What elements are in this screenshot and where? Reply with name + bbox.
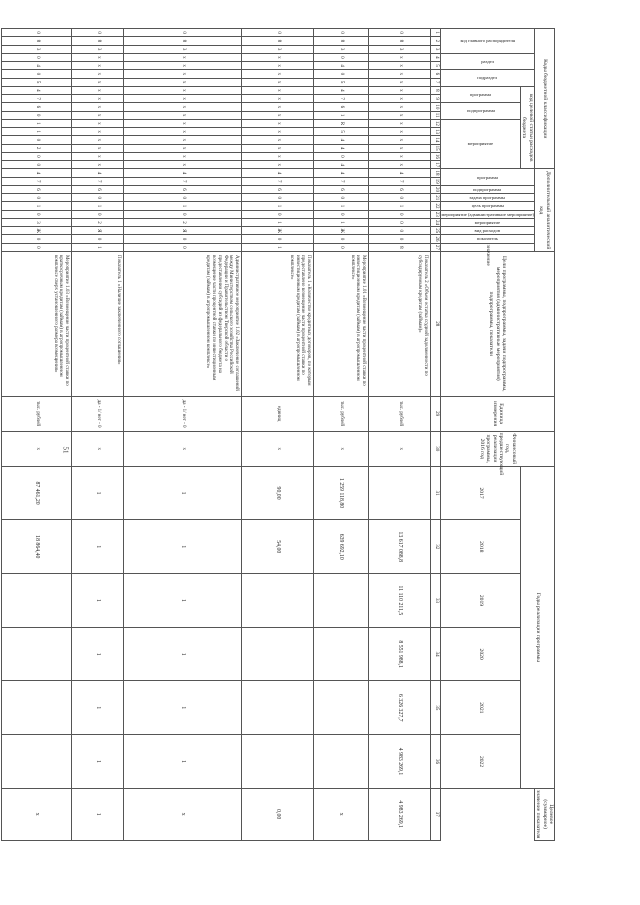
code-cell: х [242,86,314,94]
code-cell: 6 [2,185,72,193]
code-cell: 0 [314,210,369,218]
row-fin-year: х [242,431,314,466]
column-index: 28 [431,252,441,397]
year-value-2021 [314,681,369,735]
row-description: Показатель 1 «Наличие заключенного соглашения» [72,252,124,397]
code-cell: 7 [2,95,72,103]
column-index: 32 [431,520,441,574]
column-index: 33 [431,574,441,628]
year-value-2019 [314,574,369,628]
indicator-header: показатель [476,236,499,242]
code-cell: 0 [72,235,124,243]
code-cell: 4 [314,62,369,70]
code-cell: 1 [314,202,369,210]
column-index: 29 [431,396,441,431]
page-number: 51 [61,446,70,454]
code-cell: х [124,136,242,144]
code-cell: х [124,128,242,136]
code-cell: 0 [314,70,369,78]
row-fin-year: х [72,431,124,466]
code-cell: Я [72,227,124,235]
year-value-2018: 13 617 088,8 [369,520,431,574]
code-cell: х [124,86,242,94]
code-cell: 0 [2,243,72,251]
code-cell: 4 [2,86,72,94]
code-cell: 7 [314,95,369,103]
code-cell: 0 [369,194,431,202]
code-cell: 3 [124,45,242,53]
target-value: х [2,788,72,840]
code-cell: х [242,62,314,70]
column-index-row [431,29,441,878]
code-cell: 1 [369,202,431,210]
row-fin-year: х [124,431,242,466]
year-value-2019: 1 [72,574,124,628]
target-article-header: код целевой статьи расходов бюджета [520,86,534,169]
extra-subprogram-header: подпрограмма [473,186,502,192]
year-2019-header: 2019 [441,574,521,628]
subsection-header: подраздел [477,75,498,81]
code-cell: 6 [314,185,369,193]
code-cell: х [124,152,242,160]
code-cell: х [124,70,242,78]
code-cell: х [72,70,124,78]
column-index: 9 [431,95,441,103]
target-subprogram-header: подпрограмма [466,108,495,114]
code-cell: 0 [72,29,124,37]
year-2020-header: 2020 [441,627,521,681]
year-2017-header: 2017 [441,466,521,520]
table-row [314,29,369,878]
extra-task-header: задача программы [469,195,506,201]
code-cell: х [242,95,314,103]
row-fin-year: х [369,431,431,466]
code-cell: х [72,86,124,94]
code-cell: 0 [2,29,72,37]
code-cell: х [369,95,431,103]
code-cell: Ж [314,227,369,235]
code-cell: х [72,95,124,103]
code-cell: 2 [124,218,242,226]
code-cell: 0 [314,152,369,160]
code-cell: 0 [242,235,314,243]
code-cell: Ж [2,227,72,235]
code-cell: х [124,53,242,61]
target-value: 0,00 [242,788,314,840]
code-cell: х [242,53,314,61]
code-cell: 4 [369,169,431,177]
code-cell: 5 [314,128,369,136]
code-cell: 6 [314,103,369,111]
code-cell: х [124,144,242,152]
year-value-2021 [242,681,314,735]
column-index: 15 [431,144,441,152]
section-header: раздел [481,58,494,64]
code-cell: 1 [72,243,124,251]
code-cell: 3 [242,45,314,53]
row-fin-year: х [314,431,369,466]
code-cell: х [124,62,242,70]
code-cell: 4 [314,86,369,94]
code-cell: 3 [2,45,72,53]
table-row [72,29,124,878]
column-index: 37 [431,788,441,840]
code-cell: 0 [314,194,369,202]
column-index: 21 [431,194,441,202]
code-cell: 1 [314,218,369,226]
target-value: х [124,788,242,840]
code-cell: 6 [242,185,314,193]
year-value-2018: 1 [72,520,124,574]
code-cell: х [242,136,314,144]
table-row [124,29,242,878]
year-value-2020 [242,627,314,681]
code-cell: 0 [2,235,72,243]
code-cell: х [124,111,242,119]
code-cell: 0 [369,218,431,226]
column-index: 34 [431,627,441,681]
code-cell: х [72,119,124,127]
code-cell: 7 [2,177,72,185]
column-index: 23 [431,210,441,218]
code-cell: 4 [314,136,369,144]
year-value-2022 [314,735,369,789]
code-cell: 6 [72,185,124,193]
code-cell: х [242,119,314,127]
column-index: 11 [431,111,441,119]
code-cell: 0 [2,111,72,119]
column-index: 27 [431,243,441,251]
column-index: 3 [431,45,441,53]
code-cell: 1 [242,218,314,226]
code-cell: 1 [242,243,314,251]
year-2022-header: 2022 [441,735,521,789]
row-unit: тыс. рублей [314,396,369,431]
year-value-2021: 1 [124,681,242,735]
code-cell: 4 [314,161,369,169]
code-cell: х [369,128,431,136]
table-row [242,29,314,878]
row-unit: тыс. рублей [2,396,72,431]
year-value-2021 [2,681,72,735]
column-index: 24 [431,218,441,226]
code-cell: 1 [242,202,314,210]
code-cell: 4 [314,144,369,152]
code-cell: 1 [314,111,369,119]
column-index: 12 [431,119,441,127]
unit-header: Единица измерения [441,396,555,431]
year-value-2022: 4 983 269,1 [369,735,431,789]
year-value-2018: 639 692,10 [314,520,369,574]
target-value: 4 983 269,1 [369,788,431,840]
code-cell: х [369,53,431,61]
code-cell: х [242,70,314,78]
year-value-2019 [2,574,72,628]
code-cell: х [124,78,242,86]
code-cell: 0 [242,194,314,202]
year-value-2022 [2,735,72,789]
code-cell: х [124,103,242,111]
code-cell: 0 [369,210,431,218]
code-cell: 0 [369,227,431,235]
code-cell: 7 [72,177,124,185]
code-cell: 0 [2,53,72,61]
code-cell: 1 [124,202,242,210]
code-cell: 4 [72,169,124,177]
extra-program-header: программа [476,174,498,180]
year-value-2017: 1 [72,466,124,520]
code-cell: х [124,119,242,127]
column-index: 10 [431,103,441,111]
code-cell: 8 [369,37,431,45]
code-cell: 0 [2,161,72,169]
code-cell: 6 [369,185,431,193]
year-value-2019 [242,574,314,628]
code-cell: 7 [242,177,314,185]
column-index: 22 [431,202,441,210]
budget-codes-header: Коды бюджетной классификации [534,29,554,169]
year-value-2019: 11 110 211,5 [369,574,431,628]
code-cell: х [242,111,314,119]
code-cell: 0 [314,53,369,61]
column-index: 17 [431,161,441,169]
code-cell: 0 [72,194,124,202]
code-cell: 4 [2,62,72,70]
code-cell: 0 [242,29,314,37]
code-cell: 8 [2,37,72,45]
year-value-2022: 1 [124,735,242,789]
column-index: 8 [431,86,441,94]
year-2018-header: 2018 [441,520,521,574]
code-cell: х [369,62,431,70]
code-cell: 1 [72,202,124,210]
column-index: 18 [431,169,441,177]
code-cell: х [72,53,124,61]
code-cell: х [242,144,314,152]
column-index: 6 [431,70,441,78]
row-description: Административное мероприятие 1.02 «Заключение соглашений между Министерством сельского хозяйства Российской Федерации и Правительством Тверской области о предоставлении субсидий из федерального бюджета на возмещение части процентной ставки по инвестиционным кредитам (займам) в агропромышленном комплексе» [124,252,242,397]
column-index: 36 [431,735,441,789]
code-cell: 4 [314,169,369,177]
year-value-2018: 54,00 [242,520,314,574]
code-cell: х [369,152,431,160]
year-value-2022: 1 [72,735,124,789]
year-value-2022 [242,735,314,789]
code-cell: 0 [2,152,72,160]
year-value-2018: 18 864,40 [2,520,72,574]
table-row [369,29,431,878]
code-cell: 0 [314,29,369,37]
code-cell: х [72,62,124,70]
code-cell: 0 [314,243,369,251]
code-cell: х [72,78,124,86]
code-cell: 0 [72,210,124,218]
extra-goal-header: цель программы [471,203,504,209]
year-value-2017: 1 259 118,80 [314,466,369,520]
column-index: 1 [431,29,441,37]
column-index: 4 [431,53,441,61]
code-cell: R [314,119,369,127]
code-cell: х [124,95,242,103]
row-description: Показатель 1 «Количество кредитных договоров, по которым предоставлено возмещение части процентной ставки по инвестиционным кредитам (займам) в агропромышленном комплексе» [242,252,314,397]
code-cell: х [124,161,242,169]
code-cell: 8 [369,243,431,251]
column-index: 30 [431,431,441,466]
code-cell: 0 [124,29,242,37]
code-cell: 7 [369,177,431,185]
code-cell: 0 [124,243,242,251]
year-value-2017: 90,00 [242,466,314,520]
code-cell: х [369,70,431,78]
code-cell: х [242,152,314,160]
code-cell: х [72,144,124,152]
code-cell: 3 [314,45,369,53]
column-index: 7 [431,78,441,86]
target-value-sub-header: значение [441,243,535,251]
code-cell: 7 [314,177,369,185]
year-value-2020 [2,627,72,681]
table-row [2,29,72,878]
year-value-2017: 87 461,20 [2,466,72,520]
code-cell: х [242,128,314,136]
row-unit: единиц [242,396,314,431]
code-cell: х [369,103,431,111]
code-cell: 2 [2,144,72,152]
year-value-2019: 1 [124,574,242,628]
target-value-header: Целевое (суммарное) значение показателя [535,790,554,839]
code-cell: 8 [72,37,124,45]
code-cell: х [369,119,431,127]
code-cell: х [369,144,431,152]
code-cell: х [369,86,431,94]
code-cell: х [72,152,124,160]
fin-year-header: Финансовый год, предшествующий реализации программы, 2016 год [441,431,555,466]
column-index: 20 [431,185,441,193]
year-value-2017 [369,466,431,520]
supplementary-code-header: Дополнительный аналитический код [534,169,554,252]
code-cell: 3 [2,218,72,226]
years-header: Годы реализации программы [520,466,554,788]
code-cell: 0 [2,210,72,218]
row-description: Показатель 2 «Объем остатка ссудной задолженности по субсидируемым кредитам (займам)» [369,252,431,397]
column-index: 5 [431,62,441,70]
code-cell: 7 [124,177,242,185]
row-unit: да - 1/ нет - 0 [72,396,124,431]
code-cell: х [72,136,124,144]
year-value-2020 [314,627,369,681]
code-cell: х [369,136,431,144]
code-cell: 1 [2,119,72,127]
code-cell: 0 [2,70,72,78]
year-value-2018: 1 [124,520,242,574]
year-value-2021: 1 [72,681,124,735]
code-cell: х [369,111,431,119]
code-cell: 0 [124,194,242,202]
year-value-2020: 1 [72,627,124,681]
code-cell: Я [124,227,242,235]
program-table [1,28,555,878]
code-cell: 6 [124,185,242,193]
column-index: 14 [431,136,441,144]
code-cell: 4 [124,169,242,177]
code-cell: 5 [2,78,72,86]
rotated-table-container [34,28,555,878]
gr-code-header: код главного распорядителя [460,38,515,44]
column-index: 13 [431,128,441,136]
column-index: 2 [431,37,441,45]
column-index: 25 [431,227,441,235]
row-unit: тыс. рублей [369,396,431,431]
code-cell: х [369,161,431,169]
code-cell: 8 [124,37,242,45]
code-cell: 4 [2,169,72,177]
code-cell: х [242,103,314,111]
extra-event-header: мероприятие [474,219,501,225]
code-cell: х [72,161,124,169]
code-cell: 0 [2,136,72,144]
code-cell: х [242,161,314,169]
code-cell: 0 [369,235,431,243]
year-value-2017: 1 [124,466,242,520]
code-cell: 8 [314,37,369,45]
year-value-2020: 8 551 988,1 [369,627,431,681]
column-index: 31 [431,466,441,520]
code-cell: 0 [369,29,431,37]
target-event-header: мероприятие [467,141,494,147]
code-cell: Ж [242,227,314,235]
code-cell: 0 [2,194,72,202]
column-index: 19 [431,177,441,185]
code-cell: х [72,103,124,111]
code-cell: 8 [242,37,314,45]
column-index: 26 [431,235,441,243]
code-cell: 1 [2,128,72,136]
code-cell: 5 [314,78,369,86]
code-cell: 0 [242,210,314,218]
row-fin-year: х [2,431,72,466]
target-program-header: программа [469,91,492,97]
extra-expense-type-header: вид расходов [474,228,501,234]
year-2021-header: 2021 [441,681,521,735]
code-cell: х [369,78,431,86]
row-description: Мероприятие 1.01 «Возмещение части процентной ставки по инвестиционным кредитам (займам) в агропромышленном комплексе» [314,252,369,397]
code-cell: 0 [124,235,242,243]
code-cell: 6 [2,103,72,111]
year-value-2020: 1 [124,627,242,681]
year-value-2021: 6 326 327,7 [369,681,431,735]
code-cell: 1 [2,202,72,210]
code-cell: 2 [72,218,124,226]
code-cell: 3 [369,45,431,53]
target-value: 1 [72,788,124,840]
code-cell: х [242,78,314,86]
target-value: х [314,788,369,840]
row-unit: да - 1/ нет - 0 [124,396,242,431]
column-index: 35 [431,681,441,735]
code-cell: 3 [72,45,124,53]
code-cell: 0 [314,235,369,243]
row-description: Мероприятие 1.03 «Возмещение части процентной ставки по краткосрочным кредитам (займам) в агропромышленном комплексе сверх установленного размера возмещения» [2,252,72,397]
code-cell: 0 [124,210,242,218]
column-index: 16 [431,152,441,160]
code-cell: х [72,111,124,119]
extra-admin-event-header: мероприятие (административное мероприятие) [441,211,534,217]
code-cell: х [72,128,124,136]
goal-header: Цели программы, подпрограммы, задачи подпрограммы, мероприятия (административные мероприятия) подпрограммы, показатели [441,252,555,397]
code-cell: 4 [242,169,314,177]
